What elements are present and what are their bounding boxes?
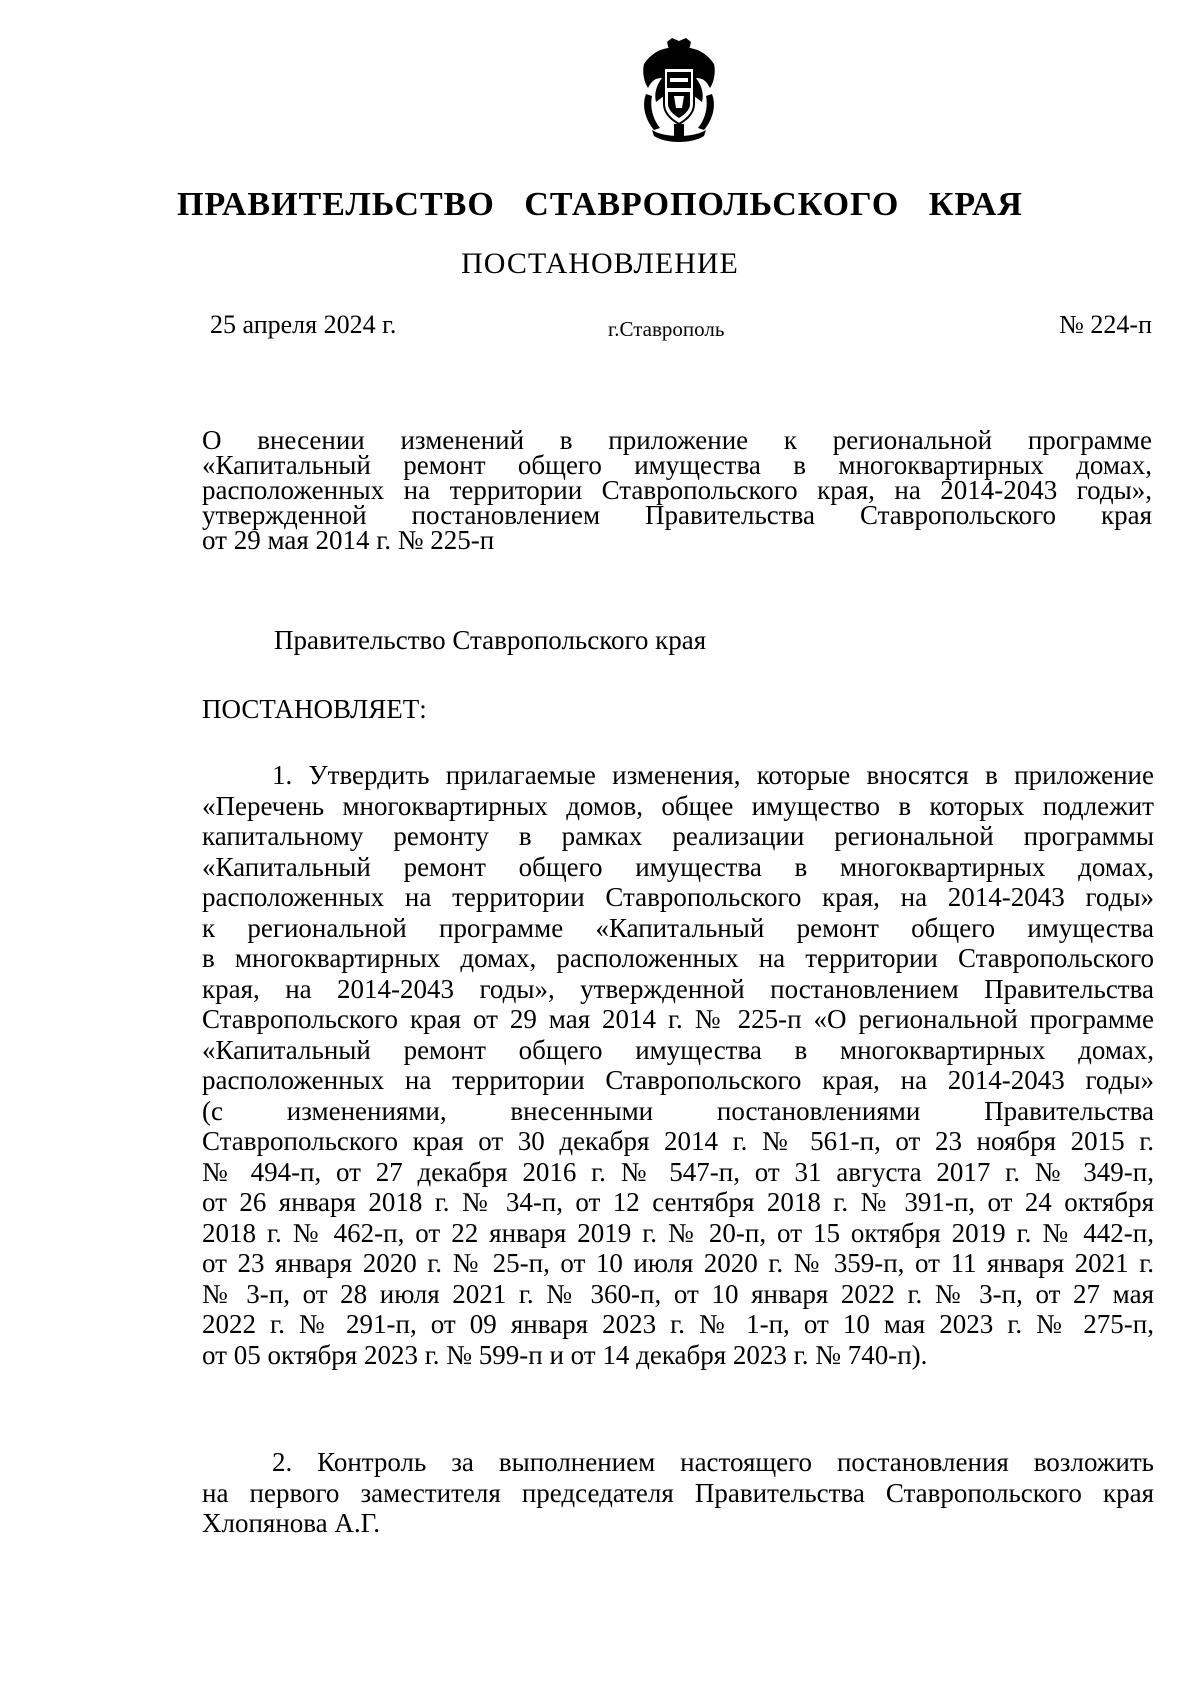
item-line: на первого заместителя председателя Правительства Ставропольского края — [202, 1477, 1154, 1508]
government-name: Правительство Ставропольского края — [274, 625, 707, 655]
item-line: от 23 января 2020 г. № 25-п, от 10 июля 2020 г. № 359-п, от 11 января 2021 г. — [202, 1248, 1154, 1278]
decree-item-1 — [202, 760, 1154, 1370]
subject-line: утвержденной постановлением Правительства Ставропольского края — [202, 500, 1152, 530]
item-line: «Перечень многоквартирных домов, общее имущество в которых подлежит — [202, 790, 1154, 821]
item-line: Ставропольского края от 30 декабря 2014 г. № 561-п, от 23 ноября 2015 г. — [202, 1126, 1154, 1156]
item-line: от 26 января 2018 г. № 34-п, от 12 сентября 2018 г. № 391-п, от 24 октября — [202, 1187, 1154, 1217]
item-line: «Капитальный ремонт общего имущества в многоквартирных домах, — [202, 1034, 1154, 1065]
item-line: Ставропольского края от 29 мая 2014 г. № 225-п «О региональной программе — [202, 1004, 1154, 1034]
item-line: № 494-п, от 27 декабря 2016 г. № 547-п, от 31 августа 2017 г. № 349-п, — [202, 1156, 1154, 1187]
item-line: от 05 октября 2023 г. № 599-п и от 14 декабря 2023 г. № 740-п). — [202, 1339, 928, 1370]
item-line: в многоквартирных домах, расположенных на территории Ставропольского — [202, 943, 1154, 973]
government-title: ПРАВИТЕЛЬСТВО СТАВРОПОЛЬСКОГО КРАЯ — [177, 186, 1023, 223]
document-number: № 224-п — [1059, 310, 1152, 339]
item-line: 2018 г. № 462-п, от 22 января 2019 г. № 20-п, от 15 октября 2019 г. № 442-п, — [202, 1217, 1154, 1248]
item-line: расположенных на территории Ставропольского края, на 2014-2043 годы» — [202, 1065, 1154, 1095]
item-line: 1. Утвердить прилагаемые изменения, которые вносятся в приложение — [272, 760, 1154, 790]
item-line: 2022 г. № 291-п, от 09 января 2023 г. № 1-п, от 10 мая 2023 г. № 275-п, — [202, 1309, 1154, 1339]
item-line: 2. Контроль за выполнением настоящего постановления возложить — [272, 1447, 1154, 1477]
decree-item-2 — [202, 1447, 1154, 1539]
item-line: (с изменениями, внесенными постановлениями Правительства — [202, 1095, 1154, 1126]
item-line: Хлопянова А.Г. — [202, 1508, 380, 1538]
decree-word: ПОСТАНОВЛЯЕТ: — [202, 694, 427, 724]
subject-line: от 29 мая 2014 г. № 225-п — [202, 525, 495, 555]
document-date: 25 апреля 2024 г. — [210, 310, 397, 339]
item-line: капитальному ремонту в рамках реализации региональной программы — [202, 821, 1154, 851]
item-line: расположенных на территории Ставропольского края, на 2014-2043 годы» — [202, 882, 1154, 912]
item-line: «Капитальный ремонт общего имущества в многоквартирных домах, — [202, 851, 1154, 882]
subject-line: О внесении изменений в приложение к региональной программе — [202, 425, 1152, 455]
document-subject — [202, 425, 1152, 555]
item-line: к региональной программе «Капитальный ремонт общего имущества — [202, 912, 1154, 943]
subject-line: «Капитальный ремонт общего имущества в многоквартирных домах, — [202, 450, 1152, 480]
document-type: ПОСТАНОВЛЕНИЕ — [461, 247, 739, 280]
item-line: края, на 2014-2043 годы», утвержденной постановлением Правительства — [202, 973, 1154, 1004]
document-city: г.Ставрополь — [608, 317, 725, 341]
subject-line: расположенных на территории Ставропольского края, на 2014-2043 годы», — [202, 475, 1152, 505]
coat-of-arms-icon — [634, 38, 724, 144]
item-line: № 3-п, от 28 июля 2021 г. № 360-п, от 10 января 2022 г. № 3-п, от 27 мая — [202, 1278, 1154, 1309]
